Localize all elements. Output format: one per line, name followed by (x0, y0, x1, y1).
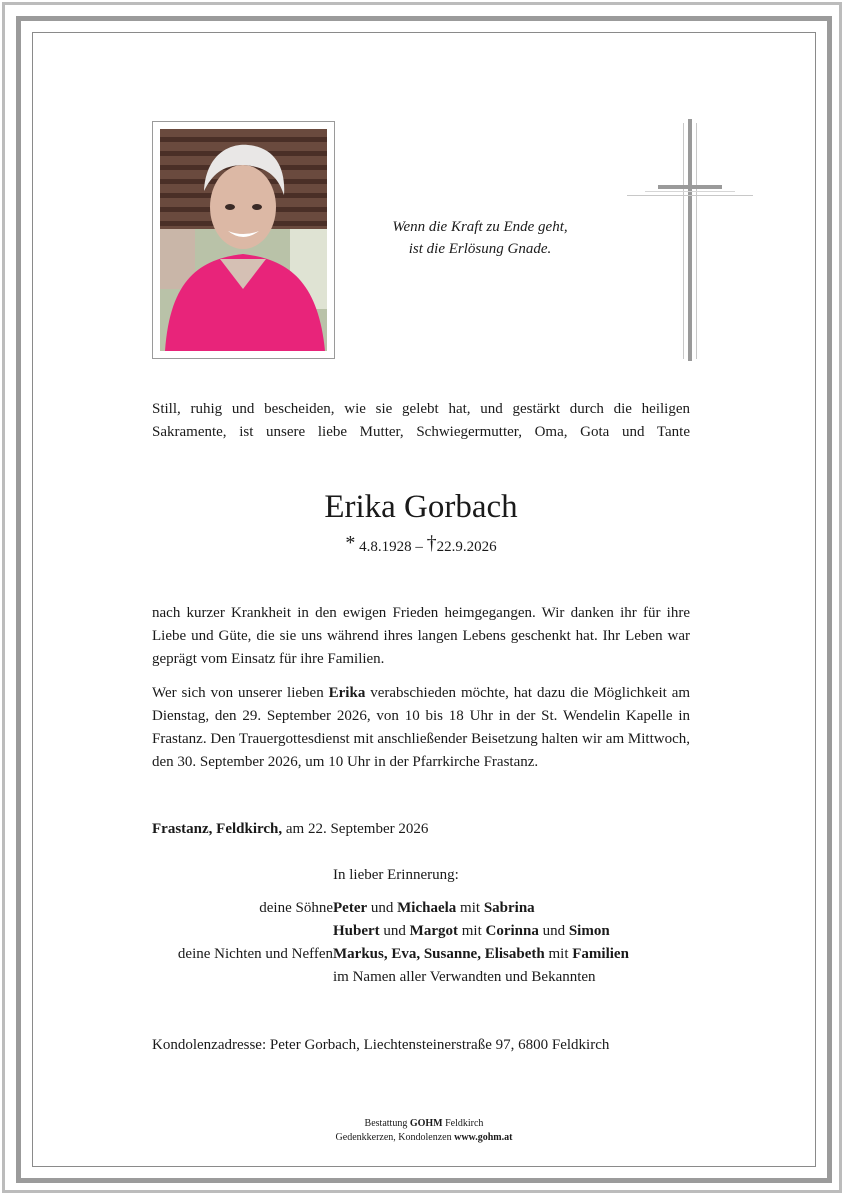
conjunction: und (383, 923, 406, 939)
mourners-relatives-text: im Namen aller Verwandten und Bekannten (333, 969, 596, 985)
mourner-name: Margot (409, 923, 458, 939)
mourner-name: Markus, Eva, Susanne, Elisabeth (333, 946, 545, 962)
quote-line-1: Wenn die Kraft zu Ende geht, (392, 219, 568, 235)
mourner-name: Michaela (397, 900, 457, 916)
death-cross-icon: † (426, 532, 437, 554)
death-date: 22.9.2026 (436, 539, 497, 555)
paragraph-farewell (152, 682, 690, 774)
memorial-quote (345, 216, 615, 260)
birth-date: 4.8.1928 (359, 539, 412, 555)
notice-date: am 22. September 2026 (285, 821, 429, 837)
place-and-date (152, 818, 428, 841)
portrait-photo-frame (152, 121, 335, 359)
mourners-names-nieces-nephews (333, 943, 629, 966)
mourner-name: Simon (568, 923, 610, 939)
birth-star-icon: * (345, 532, 356, 554)
farewell-before: Wer sich von unserer lieben (152, 685, 324, 701)
footer-suffix: Feldkirch (445, 1118, 484, 1129)
mourners-label-nieces-nephews: deine Nichten und Neffen (177, 946, 333, 962)
cross-icon (625, 119, 755, 361)
footer (0, 1117, 848, 1145)
mourners-names-second-son (333, 920, 610, 943)
conjunction: mit (461, 923, 482, 939)
farewell-name: Erika (328, 685, 366, 701)
condolence-address: Kondolenzadresse: Peter Gorbach, Liechtensteinerstraße 97, 6800 Feldkirch (152, 1037, 610, 1053)
portrait-photo (160, 129, 327, 351)
footer-prefix: Bestattung (364, 1118, 408, 1129)
conjunction: mit (548, 946, 569, 962)
footer-services: Gedenkkerzen, Kondolenzen (335, 1132, 452, 1143)
footer-line-2 (0, 1131, 848, 1145)
mourners-label-sons: deine Söhne (259, 900, 333, 916)
mourner-name: Peter (333, 900, 368, 916)
mourner-name: Familien (572, 946, 629, 962)
quote-line-2: ist die Erlösung Gnade. (408, 241, 552, 257)
mourner-name: Corinna (485, 923, 539, 939)
place-location: Frastanz, Feldkirch, (152, 821, 283, 837)
life-dates (152, 531, 690, 559)
footer-website-link[interactable]: www.gohm.at (454, 1132, 513, 1143)
mourner-name: Hubert (333, 923, 380, 939)
conjunction: und (370, 900, 394, 916)
memory-heading: In lieber Erinnerung: (333, 867, 459, 883)
paragraph-passing: nach kurzer Krankheit in den ewigen Frieden heimgegangen. Wir danken ihr für ihre Liebe und Güte, die sie uns während ihres langen Lebens geschenkt hat. Ihr Leben war geprägt vom Einsatz für ihre Familien. (152, 605, 690, 667)
conjunction: und (542, 923, 566, 939)
footer-line-1 (0, 1117, 848, 1131)
mourner-name: Sabrina (483, 900, 535, 916)
funeral-home-brand: GOHM (409, 1118, 443, 1129)
date-separator: – (415, 539, 423, 555)
mourners-names-sons (333, 897, 535, 920)
intro-text: Still, ruhig und bescheiden, wie sie gelebt hat, und gestärkt durch die heiligen Sakramente, ist unsere liebe Mutter, Schwiegermutter, Oma, Gota und Tante (152, 401, 690, 440)
deceased-name: Erika Gorbach (324, 489, 518, 525)
conjunction: mit (460, 900, 481, 916)
farewell-after: verabschieden möchte, hat dazu die Möglichkeit am Dienstag, den 29. September 2026, von 10 bis 18 Uhr in der St. Wendelin Kapelle in Frastanz. Den Trauergottesdienst mit anschließender Beisetzung halten wir am Mittwoch, den 30. September 2026, um 10 Uhr in der Pfarrkirche Frastanz. (152, 685, 691, 770)
